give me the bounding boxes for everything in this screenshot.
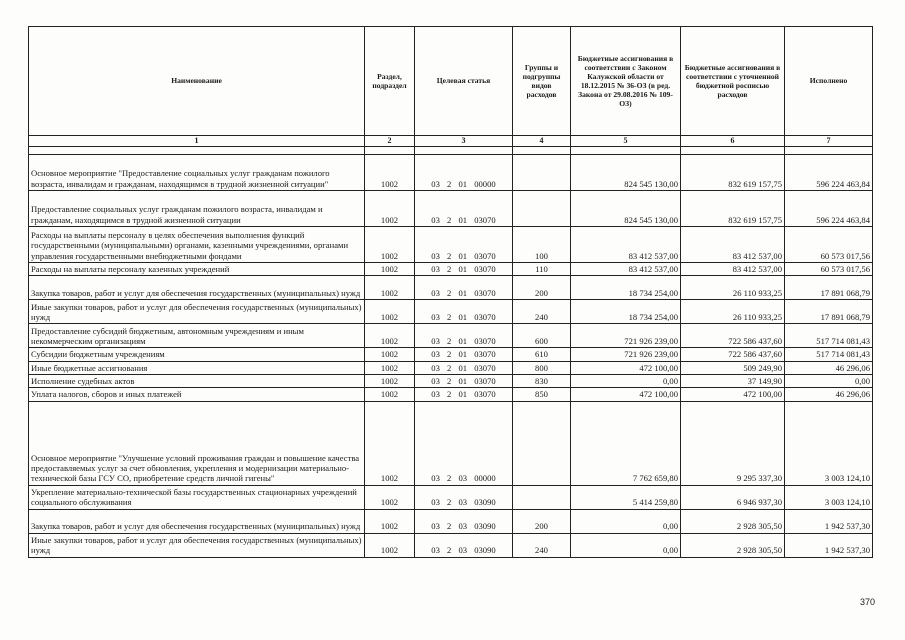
cell-budget: 18 734 254,00 bbox=[571, 276, 681, 300]
cell-executed: 0,00 bbox=[785, 374, 873, 387]
cell-section: 1002 bbox=[365, 263, 415, 276]
cell-section: 1002 bbox=[365, 155, 415, 191]
table-row bbox=[29, 374, 873, 387]
cell-budget: 83 412 537,00 bbox=[571, 227, 681, 263]
table-row bbox=[29, 300, 873, 324]
table-row bbox=[29, 485, 873, 509]
cell-group: 240 bbox=[513, 300, 571, 324]
cell-group bbox=[513, 485, 571, 509]
cell-executed: 596 224 463,84 bbox=[785, 155, 873, 191]
cell-group: 830 bbox=[513, 374, 571, 387]
cell-name: Расходы на выплаты персоналу в целях обеспечения выполнения функций государственными (муниципальными) органами, казенными учреждениями, органами управления государственными внебюджетными фондами bbox=[29, 227, 365, 263]
cell-executed: 3 003 124,10 bbox=[785, 401, 873, 485]
cell-refined: 509 249,90 bbox=[681, 361, 785, 374]
cell-refined: 26 110 933,25 bbox=[681, 276, 785, 300]
cell-budget: 0,00 bbox=[571, 533, 681, 557]
cell-executed: 596 224 463,84 bbox=[785, 191, 873, 227]
cell-budget: 721 926 239,00 bbox=[571, 348, 681, 361]
cell-budget: 472 100,00 bbox=[571, 388, 681, 401]
cell-group bbox=[513, 191, 571, 227]
cell-refined: 832 619 157,75 bbox=[681, 191, 785, 227]
cell-target: 03 2 01 03070 bbox=[415, 324, 513, 348]
cell-target: 03 2 01 03070 bbox=[415, 388, 513, 401]
cell-refined: 26 110 933,25 bbox=[681, 300, 785, 324]
cell-name: Закупка товаров, работ и услуг для обеспечения государственных (муниципальных) нужд bbox=[29, 509, 365, 533]
cell-target: 03 2 01 03070 bbox=[415, 361, 513, 374]
cell-section: 1002 bbox=[365, 348, 415, 361]
table-row bbox=[29, 263, 873, 276]
table-row bbox=[29, 361, 873, 374]
cell-refined: 832 619 157,75 bbox=[681, 155, 785, 191]
cell-target: 03 2 03 03090 bbox=[415, 485, 513, 509]
cell-name: Предоставление субсидий бюджетным, автономным учреждениям и иным некоммерческим организациям bbox=[29, 324, 365, 348]
cell-target: 03 2 01 03070 bbox=[415, 374, 513, 387]
cell-target: 03 2 03 03090 bbox=[415, 533, 513, 557]
cell-group bbox=[513, 401, 571, 485]
cell-executed: 17 891 068,79 bbox=[785, 276, 873, 300]
cell-refined: 2 928 305,50 bbox=[681, 509, 785, 533]
column-number: 3 bbox=[415, 136, 513, 147]
cell-section: 1002 bbox=[365, 361, 415, 374]
cell-group: 610 bbox=[513, 348, 571, 361]
cell-target: 03 2 01 03070 bbox=[415, 348, 513, 361]
cell-name: Предоставление социальных услуг гражданам пожилого возраста, инвалидам и гражданам, находящимся в трудной жизненной ситуации bbox=[29, 191, 365, 227]
column-number: 2 bbox=[365, 136, 415, 147]
cell-budget: 83 412 537,00 bbox=[571, 263, 681, 276]
cell-budget: 0,00 bbox=[571, 509, 681, 533]
header-section: Раздел, подраздел bbox=[365, 27, 415, 136]
cell-section: 1002 bbox=[365, 485, 415, 509]
header-refined: Бюджетные ассигнования в соответствии с уточненной бюджетной росписью расходов bbox=[681, 27, 785, 136]
cell-executed: 1 942 537,30 bbox=[785, 533, 873, 557]
cell-name: Основное мероприятие "Предоставление социальных услуг гражданам пожилого возраста, инвалидам и гражданам, находящимся в трудной жизненной ситуации" bbox=[29, 155, 365, 191]
cell-budget: 18 734 254,00 bbox=[571, 300, 681, 324]
cell-refined: 83 412 537,00 bbox=[681, 227, 785, 263]
cell-name: Иные закупки товаров, работ и услуг для обеспечения государственных (муниципальных) нужд bbox=[29, 533, 365, 557]
cell-budget: 7 762 659,80 bbox=[571, 401, 681, 485]
table-row bbox=[29, 533, 873, 557]
cell-target: 03 2 03 03090 bbox=[415, 509, 513, 533]
table-row bbox=[29, 388, 873, 401]
cell-name: Закупка товаров, работ и услуг для обеспечения государственных (муниципальных) нужд bbox=[29, 276, 365, 300]
cell-section: 1002 bbox=[365, 191, 415, 227]
cell-group bbox=[513, 155, 571, 191]
cell-target: 03 2 01 03070 bbox=[415, 263, 513, 276]
cell-refined: 6 946 937,30 bbox=[681, 485, 785, 509]
cell-target: 03 2 03 00000 bbox=[415, 401, 513, 485]
cell-section: 1002 bbox=[365, 374, 415, 387]
table-row bbox=[29, 276, 873, 300]
header-name: Наименование bbox=[29, 27, 365, 136]
cell-executed: 46 296,06 bbox=[785, 388, 873, 401]
page-number: 370 bbox=[859, 597, 875, 607]
cell-name: Укрепление материально-технической базы государственных стационарных учреждений социального обслуживания bbox=[29, 485, 365, 509]
cell-executed: 3 003 124,10 bbox=[785, 485, 873, 509]
cell-section: 1002 bbox=[365, 227, 415, 263]
cell-executed: 17 891 068,79 bbox=[785, 300, 873, 324]
cell-name: Исполнение судебных актов bbox=[29, 374, 365, 387]
cell-group: 800 bbox=[513, 361, 571, 374]
cell-section: 1002 bbox=[365, 388, 415, 401]
cell-name: Иные закупки товаров, работ и услуг для обеспечения государственных (муниципальных) нужд bbox=[29, 300, 365, 324]
column-number: 6 bbox=[681, 136, 785, 147]
table-body bbox=[29, 147, 873, 558]
cell-executed: 517 714 081,43 bbox=[785, 324, 873, 348]
cell-budget: 824 545 130,00 bbox=[571, 191, 681, 227]
cell-refined: 37 149,90 bbox=[681, 374, 785, 387]
cell-budget: 824 545 130,00 bbox=[571, 155, 681, 191]
cell-target: 03 2 01 03070 bbox=[415, 227, 513, 263]
table-row bbox=[29, 227, 873, 263]
cell-name: Уплата налогов, сборов и иных платежей bbox=[29, 388, 365, 401]
cell-executed: 46 296,06 bbox=[785, 361, 873, 374]
cell-group: 850 bbox=[513, 388, 571, 401]
header-target: Целевая статья bbox=[415, 27, 513, 136]
cell-name: Расходы на выплаты персоналу казенных учреждений bbox=[29, 263, 365, 276]
cell-target: 03 2 01 00000 bbox=[415, 155, 513, 191]
table-row bbox=[29, 155, 873, 191]
table-row bbox=[29, 348, 873, 361]
cell-budget: 472 100,00 bbox=[571, 361, 681, 374]
cell-group: 600 bbox=[513, 324, 571, 348]
cell-section: 1002 bbox=[365, 509, 415, 533]
header-executed: Исполнено bbox=[785, 27, 873, 136]
header-group: Группы и подгруппы видов расходов bbox=[513, 27, 571, 136]
cell-budget: 0,00 bbox=[571, 374, 681, 387]
cell-group: 100 bbox=[513, 227, 571, 263]
table-row bbox=[29, 401, 873, 485]
cell-group: 240 bbox=[513, 533, 571, 557]
spacer-row bbox=[29, 147, 873, 155]
column-numbers-row bbox=[29, 136, 873, 147]
column-number: 4 bbox=[513, 136, 571, 147]
cell-section: 1002 bbox=[365, 533, 415, 557]
cell-executed: 1 942 537,30 bbox=[785, 509, 873, 533]
table-row bbox=[29, 324, 873, 348]
cell-target: 03 2 01 03070 bbox=[415, 300, 513, 324]
cell-budget: 5 414 259,80 bbox=[571, 485, 681, 509]
column-number: 5 bbox=[571, 136, 681, 147]
column-number: 1 bbox=[29, 136, 365, 147]
table-row bbox=[29, 509, 873, 533]
cell-group: 200 bbox=[513, 276, 571, 300]
cell-executed: 517 714 081,43 bbox=[785, 348, 873, 361]
cell-target: 03 2 01 03070 bbox=[415, 276, 513, 300]
cell-refined: 83 412 537,00 bbox=[681, 263, 785, 276]
cell-name: Субсидии бюджетным учреждениям bbox=[29, 348, 365, 361]
cell-refined: 9 295 337,30 bbox=[681, 401, 785, 485]
cell-section: 1002 bbox=[365, 300, 415, 324]
cell-group: 110 bbox=[513, 263, 571, 276]
cell-name: Иные бюджетные ассигнования bbox=[29, 361, 365, 374]
cell-name: Основное мероприятие "Улучшение условий проживания граждан и повышение качества предоставляемых услуг за счет обновления, укрепления и модернизации материально-технической базы ГСУ СО, приобретение средств личной гигены" bbox=[29, 401, 365, 485]
cell-refined: 722 586 437,60 bbox=[681, 324, 785, 348]
table-row bbox=[29, 191, 873, 227]
cell-section: 1002 bbox=[365, 276, 415, 300]
header-budget: Бюджетные ассигнования в соответствии с Законом Калужской области от 18.12.2015 № 36-ОЗ (в ред. Закона от 29.08.2016 № 109-ОЗ) bbox=[571, 27, 681, 136]
cell-target: 03 2 01 03070 bbox=[415, 191, 513, 227]
cell-section: 1002 bbox=[365, 401, 415, 485]
cell-executed: 60 573 017,56 bbox=[785, 227, 873, 263]
cell-section: 1002 bbox=[365, 324, 415, 348]
column-number: 7 bbox=[785, 136, 873, 147]
table-header-row bbox=[29, 27, 873, 136]
cell-refined: 2 928 305,50 bbox=[681, 533, 785, 557]
cell-group: 200 bbox=[513, 509, 571, 533]
cell-refined: 722 586 437,60 bbox=[681, 348, 785, 361]
budget-table bbox=[28, 26, 873, 558]
cell-refined: 472 100,00 bbox=[681, 388, 785, 401]
cell-executed: 60 573 017,56 bbox=[785, 263, 873, 276]
cell-budget: 721 926 239,00 bbox=[571, 324, 681, 348]
